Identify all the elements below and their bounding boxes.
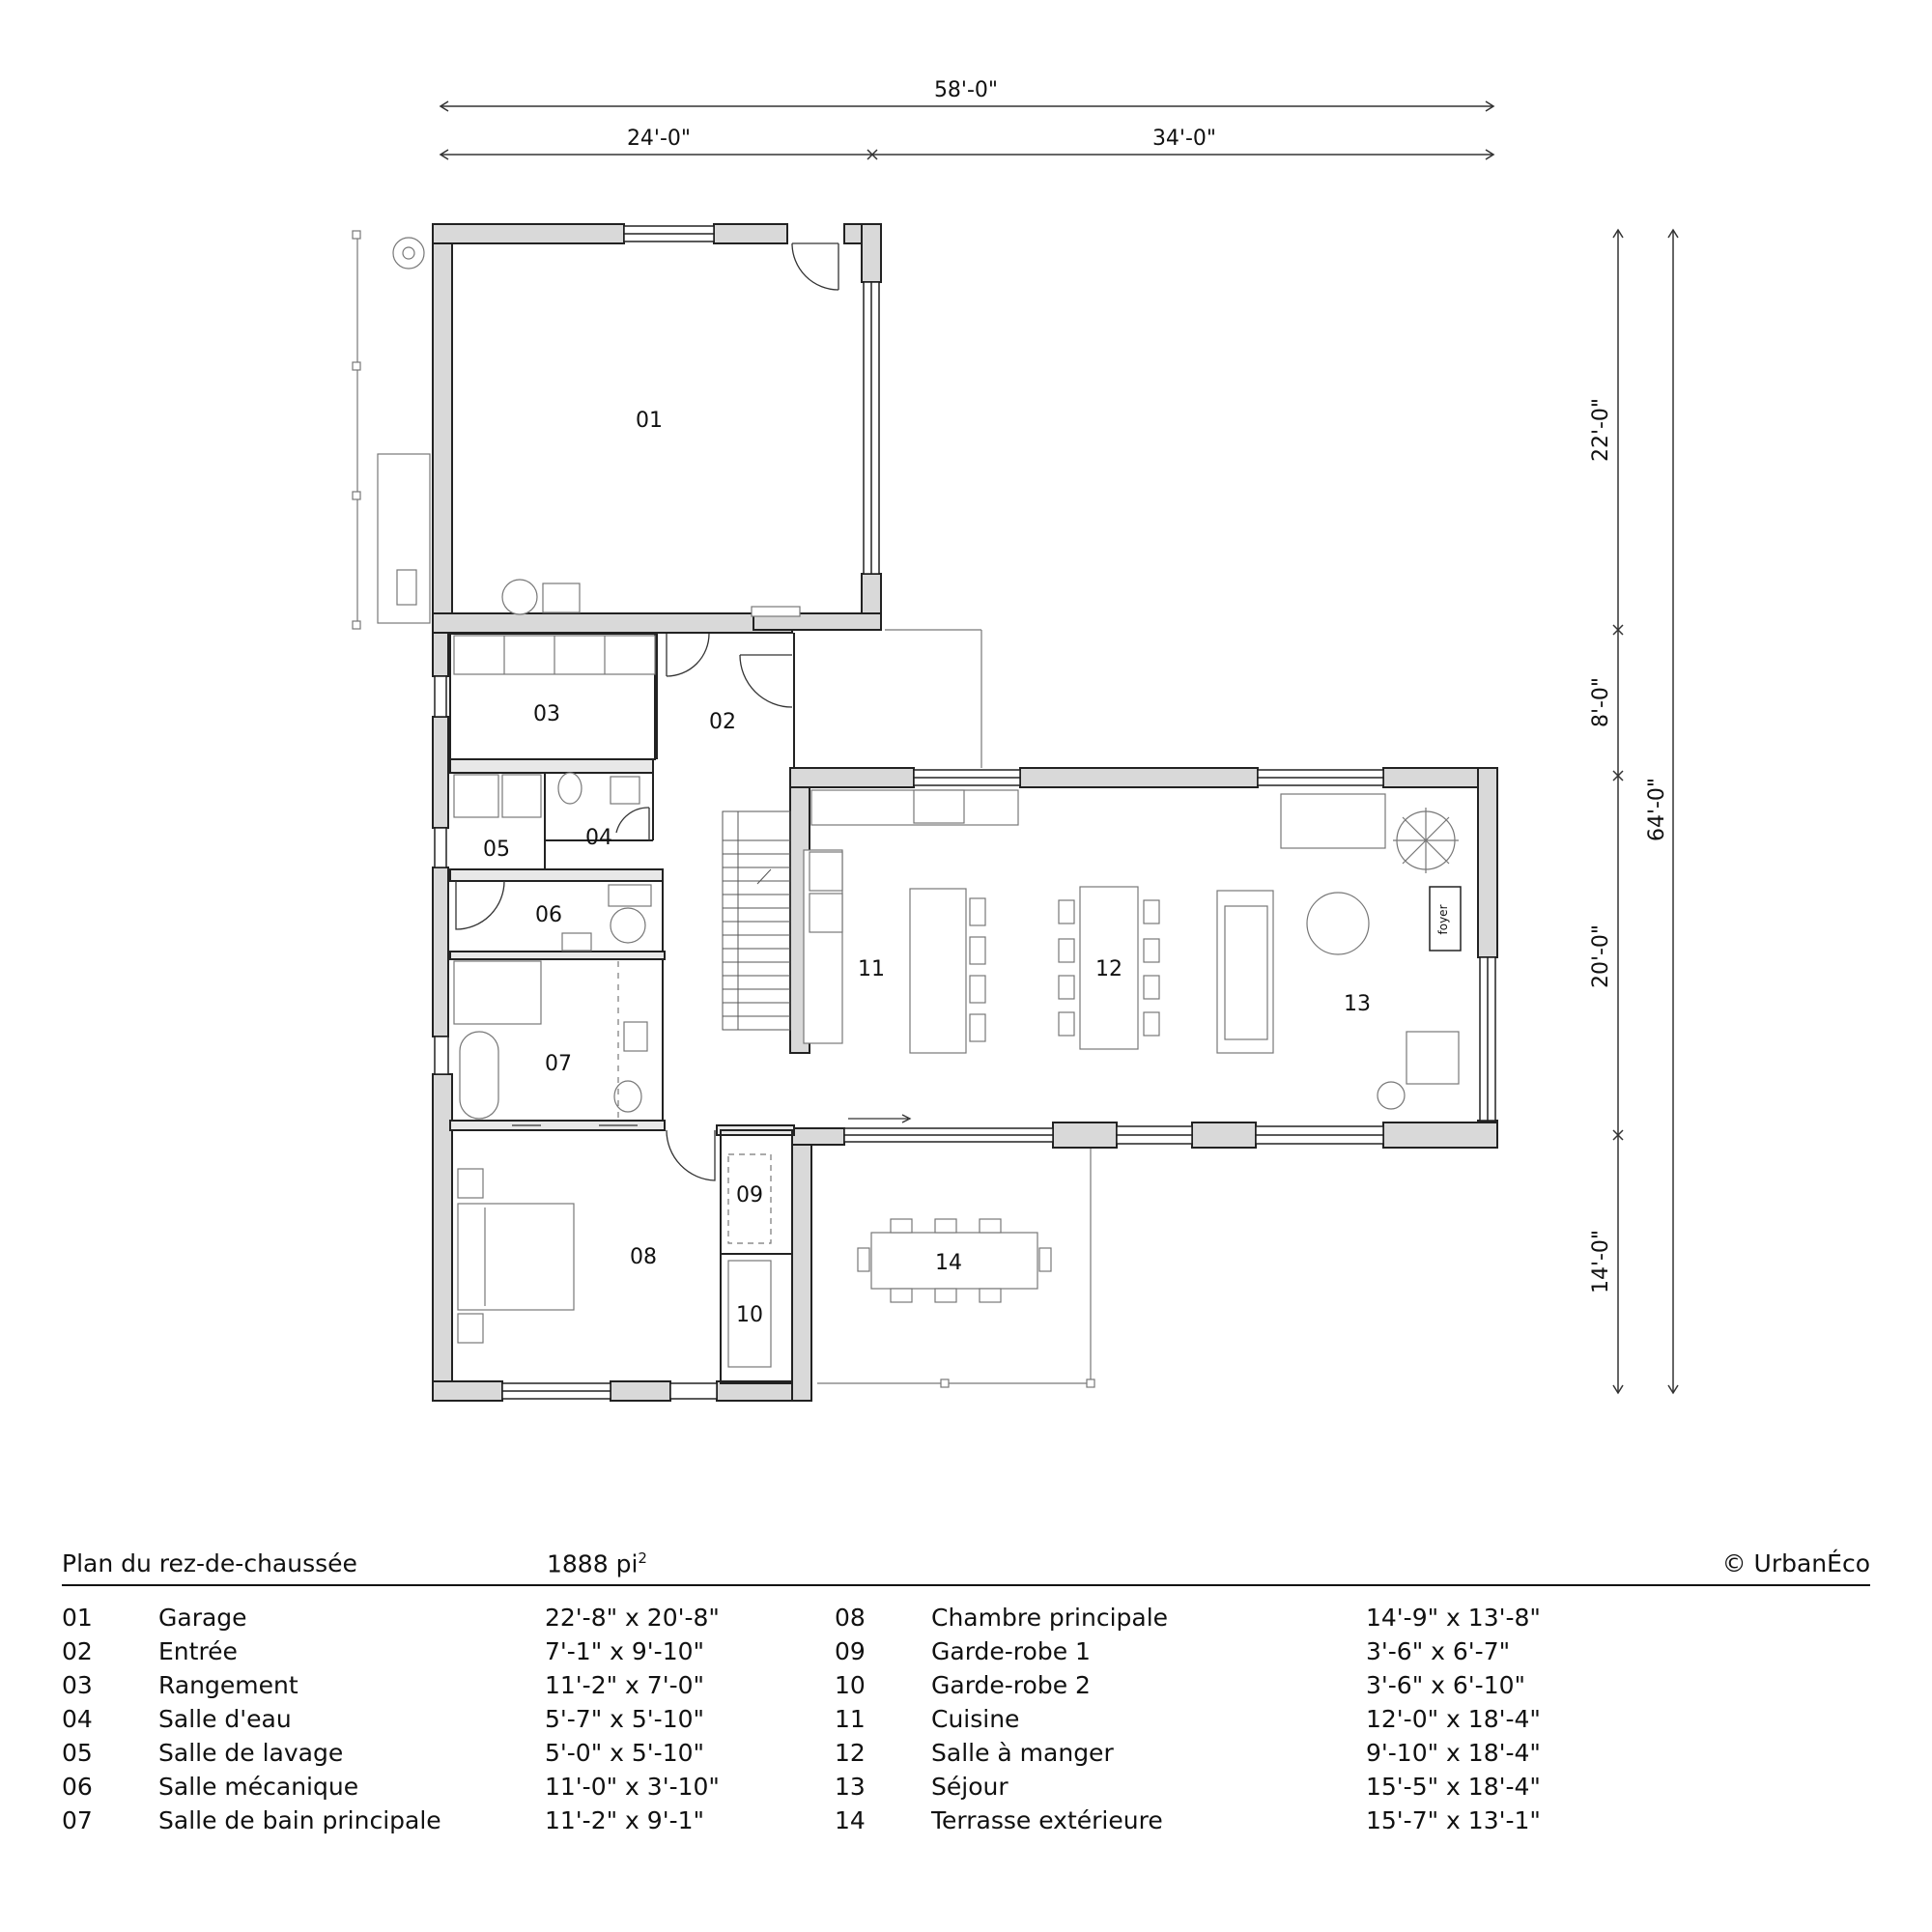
room-size: 5'-0" x 5'-10": [545, 1739, 705, 1767]
room-label-08: 08: [630, 1245, 657, 1269]
room-number: 08: [835, 1604, 866, 1632]
room-size: 22'-8" x 20'-8": [545, 1604, 720, 1632]
plan-title: Plan du rez-de-chaussée: [62, 1549, 357, 1577]
room-label-03: 03: [533, 702, 560, 726]
room-label-06: 06: [535, 903, 562, 927]
staircase: [723, 811, 790, 1030]
room-number: 03: [62, 1671, 93, 1699]
legend-row: [62, 1671, 1870, 1705]
dim-overall-depth: 64'-0": [1645, 777, 1669, 842]
room-size: 11'-2" x 7'-0": [545, 1671, 705, 1699]
legend-row: [62, 1806, 1870, 1840]
room-size: 12'-0" x 18'-4": [1366, 1705, 1541, 1733]
room-size: 11'-2" x 9'-1": [545, 1806, 705, 1834]
total-area-unit-exponent: 2: [638, 1549, 647, 1567]
room-number: 05: [62, 1739, 93, 1767]
room-number: 01: [62, 1604, 93, 1632]
room-name: Cuisine: [931, 1705, 1020, 1733]
room-label-09: 09: [736, 1183, 763, 1208]
room-size: 3'-6" x 6'-7": [1366, 1637, 1511, 1665]
room-name: Garde-robe 1: [931, 1637, 1091, 1665]
room-name: Garde-robe 2: [931, 1671, 1091, 1699]
room-number: 14: [835, 1806, 866, 1834]
room-label-12: 12: [1095, 957, 1122, 981]
legend-row: [62, 1604, 1870, 1637]
room-name: Salle à manger: [931, 1739, 1114, 1767]
room-name: Salle d'eau: [158, 1705, 292, 1733]
room-number: 13: [835, 1773, 866, 1801]
room-number: 10: [835, 1671, 866, 1699]
legend-row: [62, 1637, 1870, 1671]
room-name: Chambre principale: [931, 1604, 1169, 1632]
furniture: [454, 580, 1459, 1367]
room-size: 9'-10" x 18'-4": [1366, 1739, 1541, 1767]
room-size: 7'-1" x 9'-10": [545, 1637, 705, 1665]
legend-table: [62, 1604, 1870, 1840]
room-label-01: 01: [636, 409, 663, 433]
dim-depth-2: 8'-0": [1589, 676, 1613, 728]
room-number: 12: [835, 1739, 866, 1767]
room-name: Salle mécanique: [158, 1773, 359, 1801]
room-label-05: 05: [483, 838, 510, 862]
room-number: 09: [835, 1637, 866, 1665]
dim-overall-width: 58'-0": [933, 78, 999, 102]
room-number: 02: [62, 1637, 93, 1665]
room-number: 06: [62, 1773, 93, 1801]
dim-depth-1: 22'-0": [1589, 397, 1613, 463]
room-label-13: 13: [1344, 992, 1371, 1016]
room-size: 15'-7" x 13'-1": [1366, 1806, 1541, 1834]
room-name: Salle de bain principale: [158, 1806, 441, 1834]
room-name: Terrasse extérieure: [931, 1806, 1163, 1834]
copyright: © UrbanÉco: [1721, 1549, 1870, 1577]
room-label-11: 11: [858, 957, 885, 981]
room-legend: [62, 1544, 1870, 1840]
room-name: Entrée: [158, 1637, 238, 1665]
legend-header: [62, 1544, 1870, 1586]
legend-row: [62, 1773, 1870, 1806]
total-area: [547, 1549, 647, 1577]
legend-row: [62, 1705, 1870, 1739]
room-size: 11'-0" x 3'-10": [545, 1773, 720, 1801]
fireplace-label: foyer: [1436, 904, 1450, 935]
room-name: Rangement: [158, 1671, 298, 1699]
room-size: 3'-6" x 6'-10": [1366, 1671, 1526, 1699]
dim-depth-3: 20'-0": [1589, 923, 1613, 989]
room-number: 04: [62, 1705, 93, 1733]
room-number: 11: [835, 1705, 866, 1733]
dim-depth-4: 14'-0": [1589, 1229, 1613, 1294]
room-label-02: 02: [709, 710, 736, 734]
legend-row: [62, 1739, 1870, 1773]
dim-width-right: 34'-0": [1151, 127, 1217, 151]
dimension-lines-top: [440, 101, 1493, 159]
total-area-value: 1888 pi: [547, 1549, 639, 1578]
room-label-07: 07: [545, 1052, 572, 1076]
room-label-14: 14: [935, 1251, 962, 1275]
room-number: 07: [62, 1806, 93, 1834]
room-size: 5'-7" x 5'-10": [545, 1705, 705, 1733]
room-size: 14'-9" x 13'-8": [1366, 1604, 1541, 1632]
room-size: 15'-5" x 18'-4": [1366, 1773, 1541, 1801]
room-name: Salle de lavage: [158, 1739, 344, 1767]
room-label-10: 10: [736, 1303, 763, 1327]
room-name: Séjour: [931, 1773, 1009, 1801]
room-name: Garage: [158, 1604, 247, 1632]
room-label-04: 04: [585, 826, 612, 850]
dim-width-left: 24'-0": [626, 127, 692, 151]
